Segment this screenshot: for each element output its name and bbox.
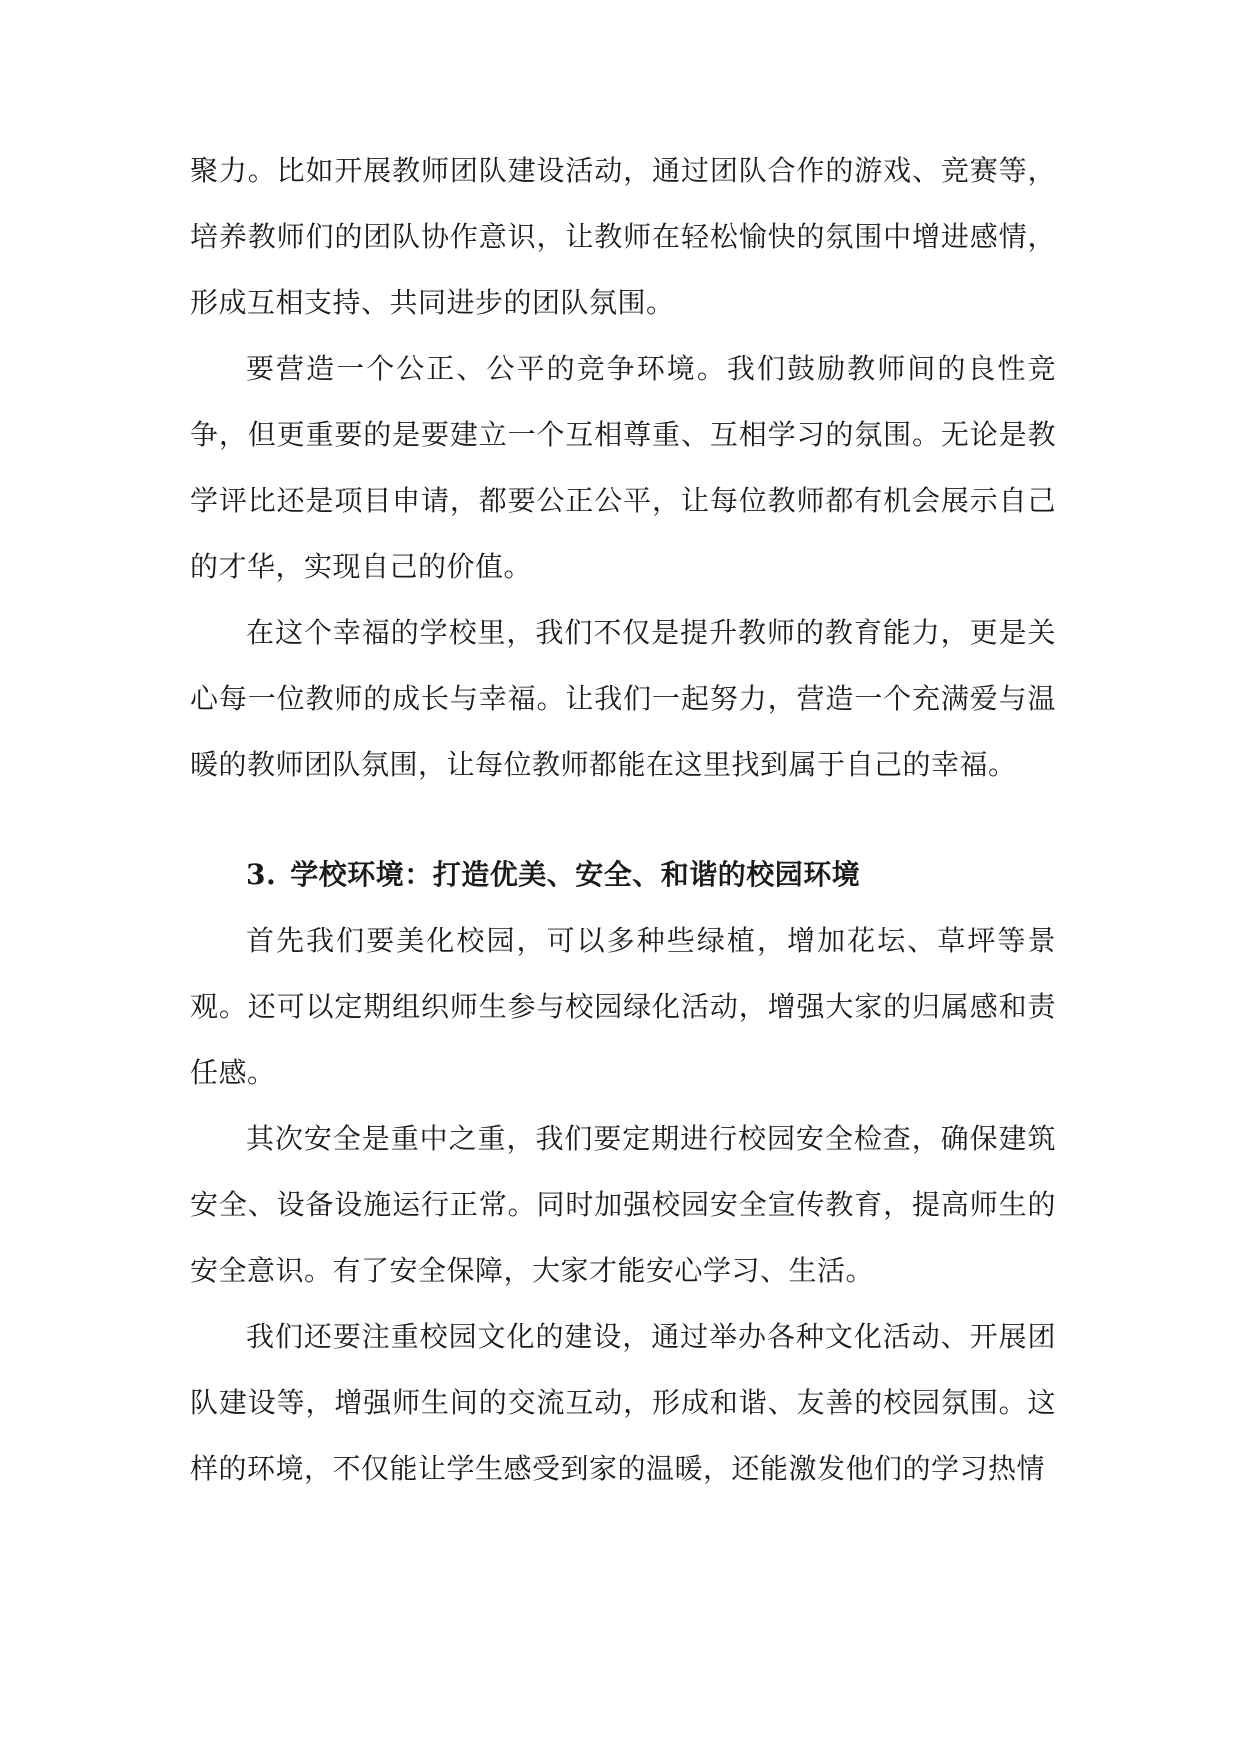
paragraph-campus-safety: 其次安全是重中之重，我们要定期进行校园安全检查，确保建筑安全、设备设施运行正常。同时加强校园安全宣传教育，提高师生的安全意识。有了安全保障，大家才能安心学习、生活。 xyxy=(190,1122,1056,1287)
paragraph-campus-culture: 我们还要注重校园文化的建设，通过举办各种文化活动、开展团队建设等，增强师生间的交流互动，形成和谐、友善的校园氛围。这样的环境，不仅能让学生感受到家的温暖，还能激发他们的学习热情 xyxy=(190,1320,1056,1485)
paragraph-beautify-campus: 首先我们要美化校园，可以多种些绿植，增加花坛、草坪等景观。还可以定期组织师生参与校园绿化活动，增强大家的归属感和责任感。 xyxy=(190,924,1056,1089)
section-heading xyxy=(190,842,1056,908)
section-number: 3. xyxy=(246,858,277,891)
paragraph-team-building: 聚力。比如开展教师团队建设活动，通过团队合作的游戏、竞赛等，培养教师们的团队协作意识，让教师在轻松愉快的氛围中增进感情，形成互相支持、共同进步的团队氛围。 xyxy=(190,154,1056,319)
document-body xyxy=(190,138,1056,1502)
paragraph-teacher-happiness: 在这个幸福的学校里，我们不仅是提升教师的教育能力，更是关心每一位教师的成长与幸福。让我们一起努力，营造一个充满爱与温暖的教师团队氛围，让每位教师都能在这里找到属于自己的幸福。 xyxy=(190,616,1056,781)
section-title: 学校环境：打造优美、安全、和谐的校园环境 xyxy=(290,858,861,891)
paragraph-fair-competition: 要营造一个公正、公平的竞争环境。我们鼓励教师间的良性竞争，但更重要的是要建立一个互相尊重、互相学习的氛围。无论是教学评比还是项目申请，都要公正公平，让每位教师都有机会展示自己的才华，实现自己的价值。 xyxy=(190,352,1056,583)
